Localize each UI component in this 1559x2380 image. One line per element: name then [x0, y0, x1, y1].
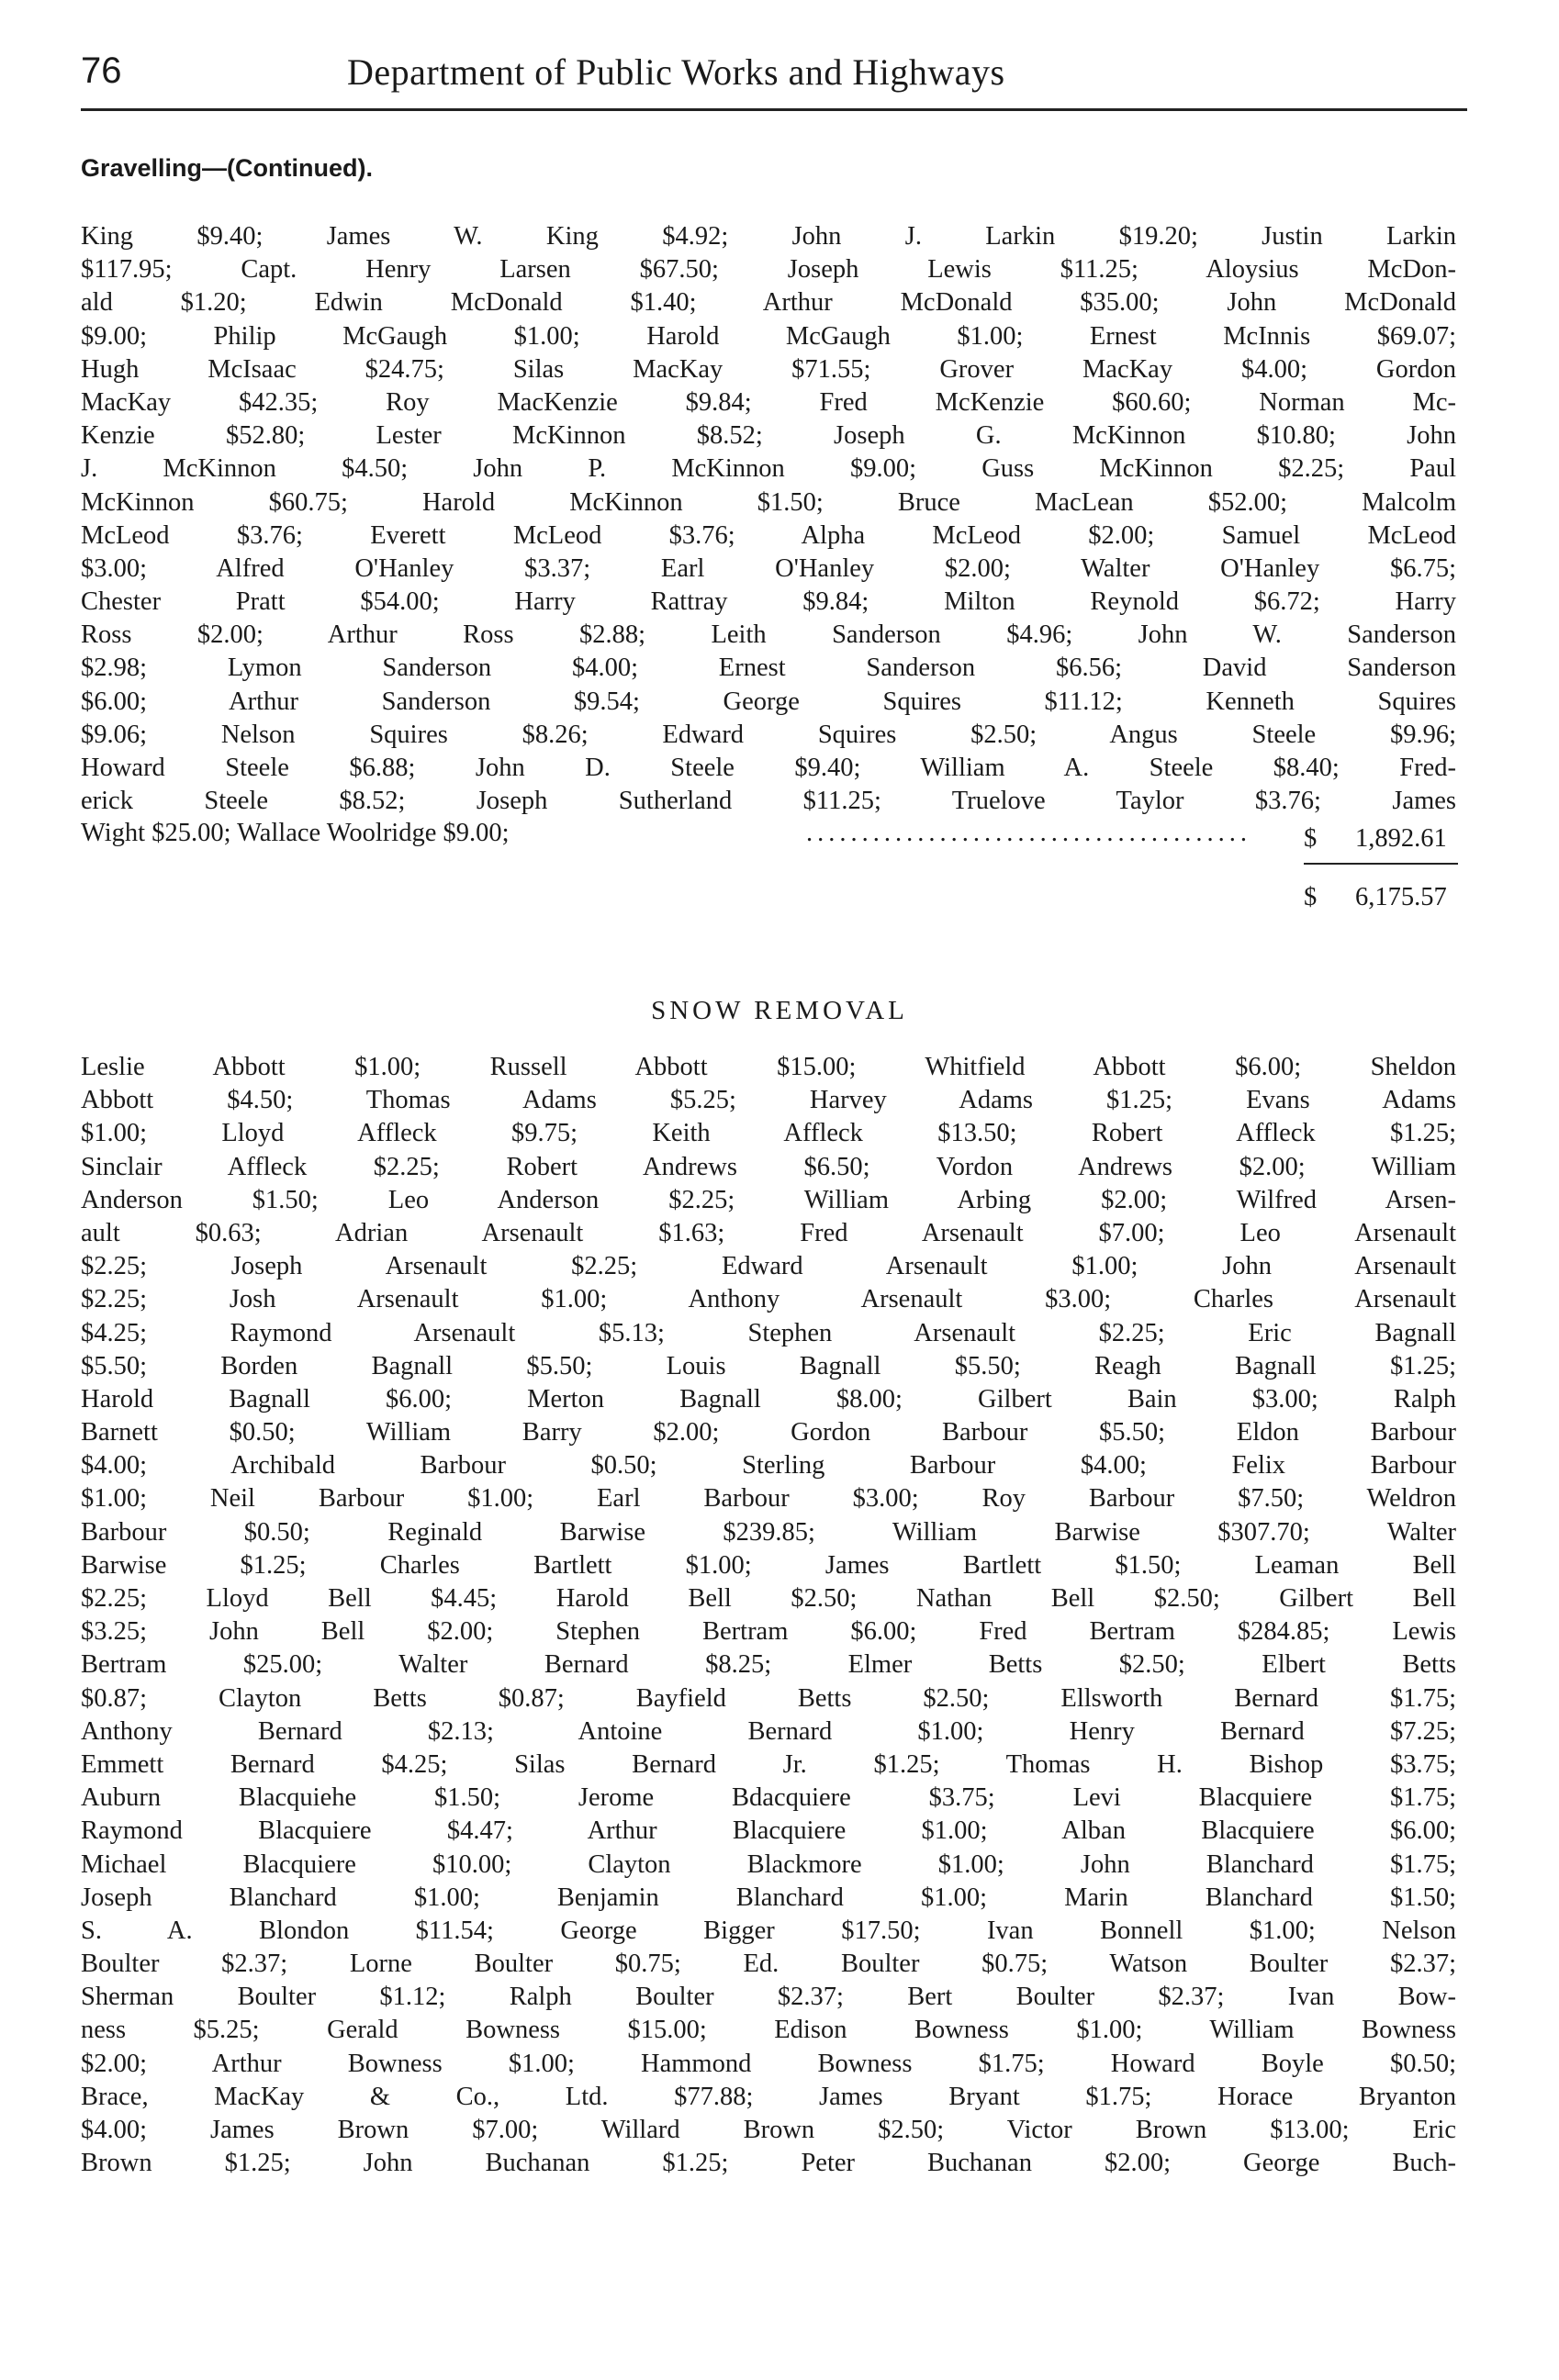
page-number: 76: [81, 50, 122, 91]
paragraph-line: $6.00; Arthur Sanderson $9.54; George Squires $11.12; Kenneth Squires: [81, 687, 1456, 716]
snow-removal-heading: SNOW REMOVAL: [651, 996, 908, 1025]
paragraph-line: Boulter $2.37; Lorne Boulter $0.75; Ed. Boulter $0.75; Watson Boulter $2.37;: [81, 1950, 1456, 1979]
paragraph-line: $5.50; Borden Bagnall $5.50; Louis Bagnall $5.50; Reagh Bagnall $1.25;: [81, 1351, 1456, 1380]
paragraph-line: Harold Bagnall $6.00; Merton Bagnall $8.00; Gilbert Bain $3.00; Ralph: [81, 1384, 1456, 1413]
paragraph-line: $2.25; Lloyd Bell $4.45; Harold Bell $2.50; Nathan Bell $2.50; Gilbert Bell: [81, 1584, 1456, 1613]
gravelling-paragraph: [81, 220, 1456, 818]
paragraph-line: Bertram $25.00; Walter Bernard $8.25; Elmer Betts $2.50; Elbert Betts: [81, 1650, 1456, 1680]
paragraph-line: Kenzie $52.80; Lester McKinnon $8.52; Joseph G. McKinnon $10.80; John: [81, 421, 1456, 451]
paragraph-line: ness $5.25; Gerald Bowness $15.00; Edison Bowness $1.00; William Bowness: [81, 2016, 1456, 2045]
running-title: Department of Public Works and Highways: [347, 51, 1005, 93]
paragraph-line: Ross $2.00; Arthur Ross $2.88; Leith Sanderson $4.96; John W. Sanderson: [81, 620, 1456, 650]
paragraph-line: Hugh McIsaac $24.75; Silas MacKay $71.55; Grover MacKay $4.00; Gordon: [81, 354, 1456, 384]
paragraph-line: $117.95; Capt. Henry Larsen $67.50; Joseph Lewis $11.25; Aloysius McDon-: [81, 255, 1456, 285]
paragraph-line: Brown $1.25; John Buchanan $1.25; Peter Buchanan $2.00; George Buch-: [81, 2149, 1456, 2178]
paragraph-line: $2.98; Lymon Sanderson $4.00; Ernest Sanderson $6.56; David Sanderson: [81, 654, 1456, 683]
last-line-text: Wight $25.00; Wallace Woolridge $9.00;: [81, 819, 510, 847]
paragraph-line: Chester Pratt $54.00; Harry Rattray $9.84; Milton Reynold $6.72; Harry: [81, 587, 1456, 617]
paragraph-line: Leslie Abbott $1.00; Russell Abbott $15.00; Whitfield Abbott $6.00; Sheldon: [81, 1053, 1456, 1081]
paragraph-line: $9.06; Nelson Squires $8.26; Edward Squires $2.50; Angus Steele $9.96;: [81, 720, 1456, 749]
paragraph-line: Barnett $0.50; William Barry $2.00; Gordon Barbour $5.50; Eldon Barbour: [81, 1418, 1456, 1447]
paragraph-line: Sinclair Affleck $2.25; Robert Andrews $6.50; Vordon Andrews $2.00; William: [81, 1152, 1456, 1181]
paragraph-line: $4.00; Archibald Barbour $0.50; Sterling Barbour $4.00; Felix Barbour: [81, 1451, 1456, 1481]
paragraph-line: $4.00; James Brown $7.00; Willard Brown $2.50; Victor Brown $13.00; Eric: [81, 2116, 1456, 2144]
paragraph-line: $0.87; Clayton Betts $0.87; Bayfield Betts $2.50; Ellsworth Bernard $1.75;: [81, 1683, 1456, 1713]
amount-value: 1,892.61: [1355, 824, 1447, 853]
paragraph-line: J. McKinnon $4.50; John P. McKinnon $9.00; Guss McKinnon $2.25; Paul: [81, 454, 1456, 484]
paragraph-line: $2.25; Joseph Arsenault $2.25; Edward Arsenault $1.00; John Arsenault: [81, 1252, 1456, 1281]
paragraph-line: ault $0.63; Adrian Arsenault $1.63; Fred Arsenault $7.00; Leo Arsenault: [81, 1218, 1456, 1247]
paragraph-line: Michael Blacquiere $10.00; Clayton Blackmore $1.00; John Blanchard $1.75;: [81, 1849, 1456, 1879]
paragraph-line: Auburn Blacquiehe $1.50; Jerome Bdacquiere $3.75; Levi Blacquiere $1.75;: [81, 1783, 1456, 1813]
paragraph-line: Anthony Bernard $2.13; Antoine Bernard $1.00; Henry Bernard $7.25;: [81, 1716, 1456, 1746]
paragraph-line: Raymond Blacquiere $4.47; Arthur Blacquiere $1.00; Alban Blacquiere $6.00;: [81, 1816, 1456, 1846]
paragraph-line: $1.00; Neil Barbour $1.00; Earl Barbour $3.00; Roy Barbour $7.50; Weldron: [81, 1484, 1456, 1514]
gravelling-total: [1304, 883, 1447, 912]
paragraph-line: MacKay $42.35; Roy MacKenzie $9.84; Fred McKenzie $60.60; Norman Mc-: [81, 387, 1456, 417]
paragraph-line: $9.00; Philip McGaugh $1.00; Harold McGaugh $1.00; Ernest McInnis $69.07;: [81, 321, 1456, 351]
snow-removal-paragraph: [81, 1051, 1456, 2180]
paragraph-line: Barbour $0.50; Reginald Barwise $239.85; William Barwise $307.70; Walter: [81, 1517, 1456, 1547]
paragraph-line: $2.25; Josh Arsenault $1.00; Anthony Arsenault $3.00; Charles Arsenault: [81, 1285, 1456, 1314]
paragraph-line: Howard Steele $6.88; John D. Steele $9.40; William A. Steele $8.40; Fred-: [81, 754, 1456, 782]
paragraph-line: Sherman Boulter $1.12; Ralph Boulter $2.37; Bert Boulter $2.37; Ivan Bow-: [81, 1983, 1456, 2012]
total-value: 6,175.57: [1355, 883, 1447, 911]
total-rule: [1304, 863, 1458, 865]
gravelling-amount: [1304, 824, 1447, 854]
paragraph-line: $4.25; Raymond Arsenault $5.13; Stephen Arsenault $2.25; Eric Bagnall: [81, 1318, 1456, 1347]
paragraph-line: McLeod $3.76; Everett McLeod $3.76; Alpha McLeod $2.00; Samuel McLeod: [81, 520, 1456, 550]
paragraph-line: S. A. Blondon $11.54; George Bigger $17.50; Ivan Bonnell $1.00; Nelson: [81, 1916, 1456, 1945]
currency-symbol: $: [1304, 883, 1318, 911]
paragraph-line: ald $1.20; Edwin McDonald $1.40; Arthur McDonald $35.00; John McDonald: [81, 288, 1456, 318]
gravelling-heading: Gravelling—(Continued).: [81, 154, 374, 182]
paragraph-line: Emmett Bernard $4.25; Silas Bernard Jr. $1.25; Thomas H. Bishop $3.75;: [81, 1749, 1456, 1779]
paragraph-line: Brace, MacKay & Co., Ltd. $77.88; James Bryant $1.75; Horace Bryanton: [81, 2082, 1456, 2111]
paragraph-line: McKinnon $60.75; Harold McKinnon $1.50; Bruce MacLean $52.00; Malcolm: [81, 487, 1456, 517]
gravelling-last-line: [81, 819, 1456, 855]
paragraph-line: $3.25; John Bell $2.00; Stephen Bertram $6.00; Fred Bertram $284.85; Lewis: [81, 1617, 1456, 1647]
paragraph-line: Anderson $1.50; Leo Anderson $2.25; William Arbing $2.00; Wilfred Arsen-: [81, 1185, 1456, 1214]
dot-leader: ........................................: [806, 819, 1251, 847]
page-header: [81, 50, 1458, 106]
paragraph-line: Joseph Blanchard $1.00; Benjamin Blanchard $1.00; Marin Blanchard $1.50;: [81, 1883, 1456, 1912]
paragraph-line: Barwise $1.25; Charles Bartlett $1.00; James Bartlett $1.50; Leaman Bell: [81, 1550, 1456, 1580]
paragraph-line: Abbott $4.50; Thomas Adams $5.25; Harvey Adams $1.25; Evans Adams: [81, 1086, 1456, 1115]
paragraph-line: $3.00; Alfred O'Hanley $3.37; Earl O'Hanley $2.00; Walter O'Hanley $6.75;: [81, 553, 1456, 583]
paragraph-line: King $9.40; James W. King $4.92; John J. Larkin $19.20; Justin Larkin: [81, 222, 1456, 251]
header-rule: [81, 108, 1467, 111]
paragraph-line: $1.00; Lloyd Affleck $9.75; Keith Affleck $13.50; Robert Affleck $1.25;: [81, 1119, 1456, 1148]
paragraph-line: $2.00; Arthur Bowness $1.00; Hammond Bowness $1.75; Howard Boyle $0.50;: [81, 2049, 1456, 2078]
currency-symbol: $: [1304, 824, 1318, 853]
paragraph-line: erick Steele $8.52; Joseph Sutherland $11.25; Truelove Taylor $3.76; James: [81, 787, 1456, 816]
